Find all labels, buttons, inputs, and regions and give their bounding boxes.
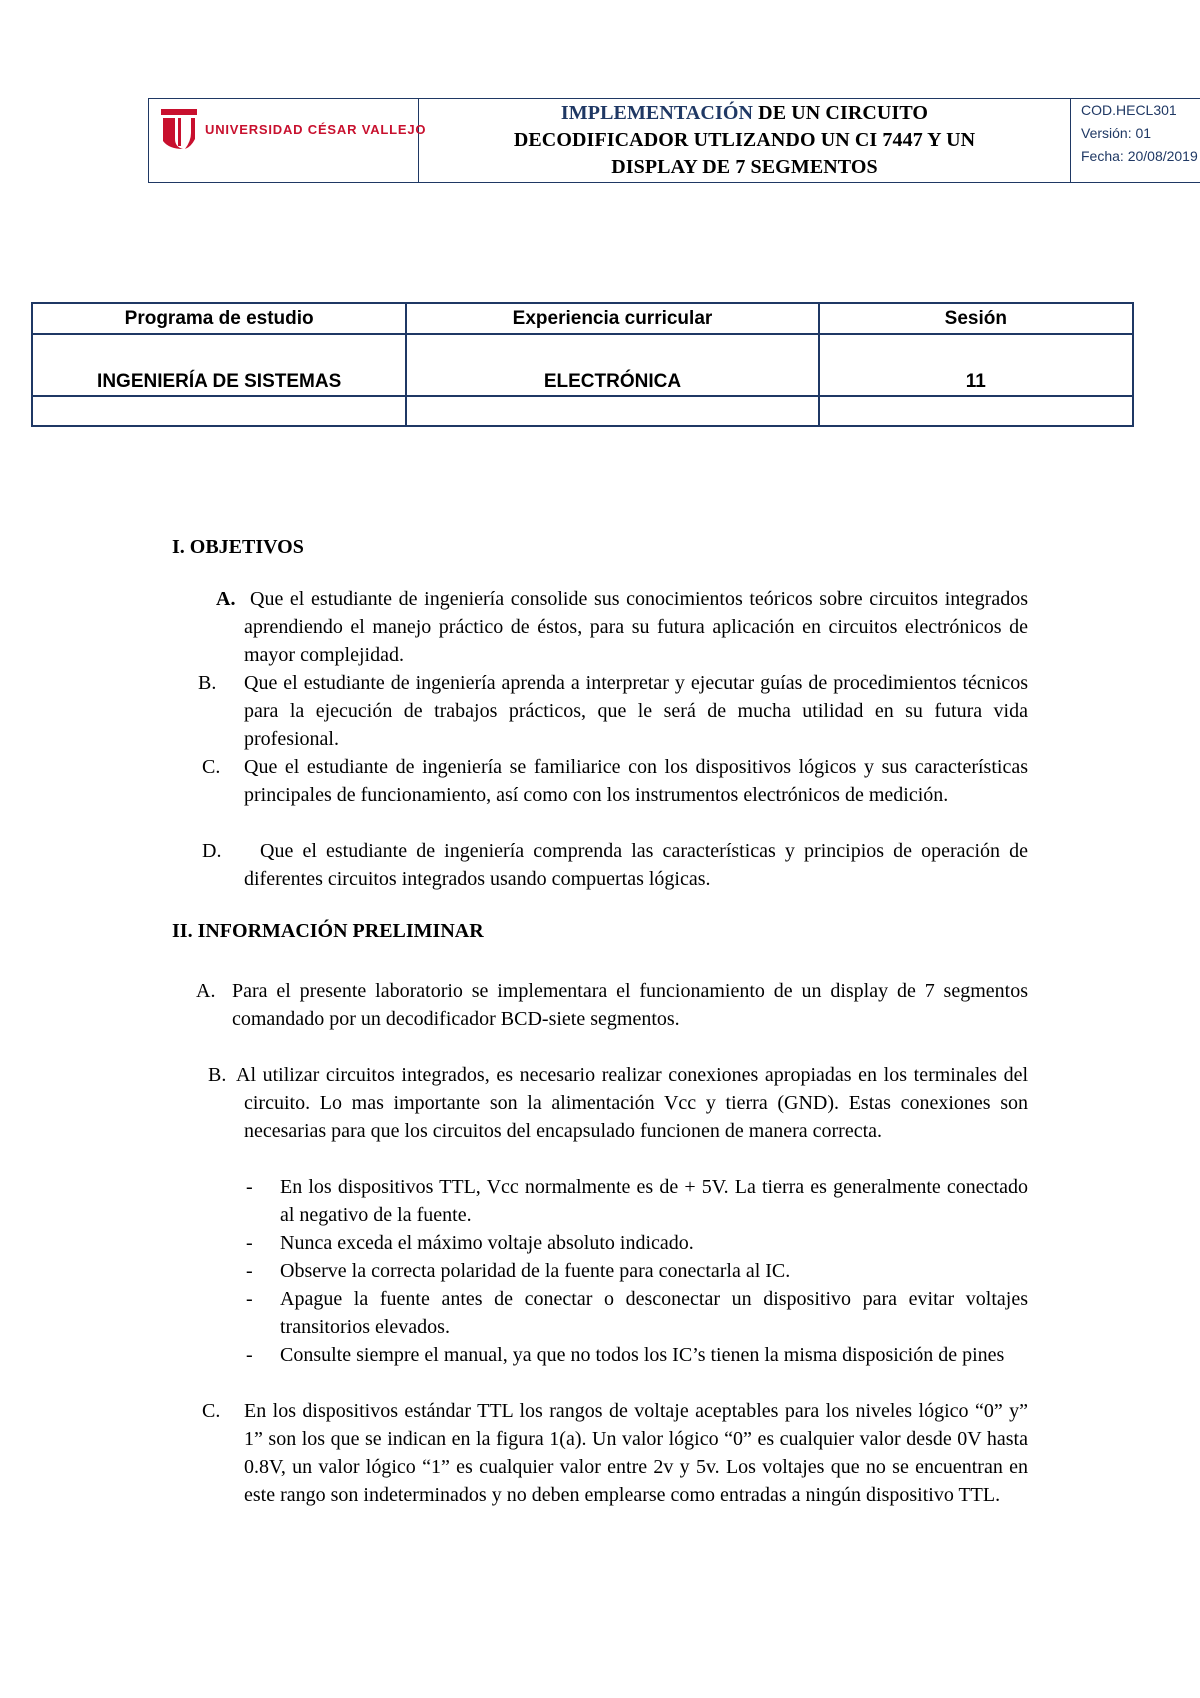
info-c-text: En los dispositivos estándar TTL los rangos de voltaje aceptables para los niveles lógico “0” y” 1” son los que se indican en la figura 1(a). Un valor lógico “0” es cualquier valor desde 0V hasta 0.8V, un valor lógico “1” es cualquier valor entre 2v y 5v. Los voltajes que no se encuentran en este rango son indeterminados y no deben emplearse como entradas a ningún dispositivo TTL.: [244, 1400, 1028, 1506]
ucv-shield-icon: [161, 109, 197, 151]
university-logo: [149, 99, 427, 182]
logo-text: UNIVERSIDAD CÉSAR VALLEJO: [205, 122, 427, 137]
header-program: Programa de estudio: [32, 303, 406, 334]
title-line-2: DECODIFICADOR UTLIZANDO UN CI 7447 Y UN: [513, 129, 976, 151]
info-a-text: Para el presente laboratorio se implementara el funcionamiento de un display de 7 segmentos comandado por un decodificador BCD-siete segmentos.: [232, 980, 1028, 1030]
objective-a-text: Que el estudiante de ingeniería consolide sus conocimientos teóricos sobre circuitos integrados aprendiendo el manejo práctico de éstos, para su futura aplicación en circuitos electrónicos de mayor complejidad.: [244, 588, 1028, 666]
title-line-1: [419, 100, 1070, 127]
info-c-marker: C.: [202, 1400, 221, 1422]
empty-cell: [819, 396, 1133, 426]
header-session: Sesión: [819, 303, 1133, 334]
bullet-dash: -: [246, 1288, 253, 1310]
header-course: Experiencia curricular: [406, 303, 818, 334]
objective-c-text: Que el estudiante de ingeniería se familiarice con los dispositivos lógicos y sus características principales de funcionamiento, así como con los instrumentos electrónicos de medición.: [244, 756, 1028, 806]
title-rest: DE UN CIRCUITO: [753, 102, 929, 124]
document-date: Fecha: 20/08/2019: [1081, 148, 1198, 164]
bullet-dash: -: [246, 1260, 253, 1282]
table-empty-row: [32, 396, 1133, 426]
objective-b-marker: B.: [198, 672, 217, 694]
section-preliminary-title: II. INFORMACIÓN PRELIMINAR: [172, 920, 484, 942]
bullet-ttl-vcc: En los dispositivos TTL, Vcc normalmente es de + 5V. La tierra es generalmente conectado al negativo de la fuente.: [280, 1176, 1028, 1226]
title-accent: IMPLEMENTACIÓN: [560, 102, 754, 124]
info-b-marker: B.: [208, 1064, 227, 1086]
section-objectives-title: I. OBJETIVOS: [172, 536, 304, 558]
document-version: Versión: 01: [1081, 125, 1152, 141]
objective-c-marker: C.: [202, 756, 221, 778]
document-meta: [1071, 99, 1200, 182]
table-value-row: [32, 334, 1133, 396]
table-header-row: [32, 303, 1133, 334]
bullet-dash: -: [246, 1232, 253, 1254]
info-b-text: Al utilizar circuitos integrados, es necesario realizar conexiones apropiadas en los terminales del circuito. Lo mas importante son la alimentación Vcc y tierra (GND). Estas conexiones son necesarias para que los circuitos del encapsulado funcionen de manera correcta.: [236, 1064, 1028, 1142]
empty-cell: [406, 396, 818, 426]
objective-a-marker: A.: [216, 588, 236, 610]
objective-d-text: Que el estudiante de ingeniería comprenda las características y principios de operación de diferentes circuitos integrados usando compuertas lógicas.: [244, 840, 1028, 890]
document-title: [419, 99, 1071, 182]
bullet-max-voltage: Nunca exceda el máximo voltaje absoluto indicado.: [280, 1232, 694, 1254]
empty-cell: [32, 396, 406, 426]
value-program: INGENIERÍA DE SISTEMAS: [32, 334, 406, 396]
info-a-marker: A.: [196, 980, 216, 1002]
bullet-manual: Consulte siempre el manual, ya que no todos los IC’s tienen la misma disposición de pines: [280, 1344, 1005, 1366]
value-course: ELECTRÓNICA: [406, 334, 818, 396]
bullet-dash: -: [246, 1176, 253, 1198]
document-code: COD.HECL301: [1081, 102, 1177, 118]
bullet-dash: -: [246, 1344, 253, 1366]
title-line-3: DISPLAY DE 7 SEGMENTOS: [611, 156, 878, 178]
bullet-polarity: Observe la correcta polaridad de la fuente para conectarla al IC.: [280, 1260, 791, 1282]
bullet-power-off: Apague la fuente antes de conectar o desconectar un dispositivo para evitar voltajes transitorios elevados.: [280, 1288, 1028, 1338]
objective-d-marker: D.: [202, 840, 222, 862]
document-header: [148, 98, 1200, 183]
course-info-table: [31, 302, 1134, 427]
value-session: 11: [819, 334, 1133, 396]
objective-b-text: Que el estudiante de ingeniería aprenda a interpretar y ejecutar guías de procedimientos técnicos para la ejecución de trabajos prácticos, que le será de mucha utilidad en su futura vida profesional.: [244, 672, 1028, 750]
